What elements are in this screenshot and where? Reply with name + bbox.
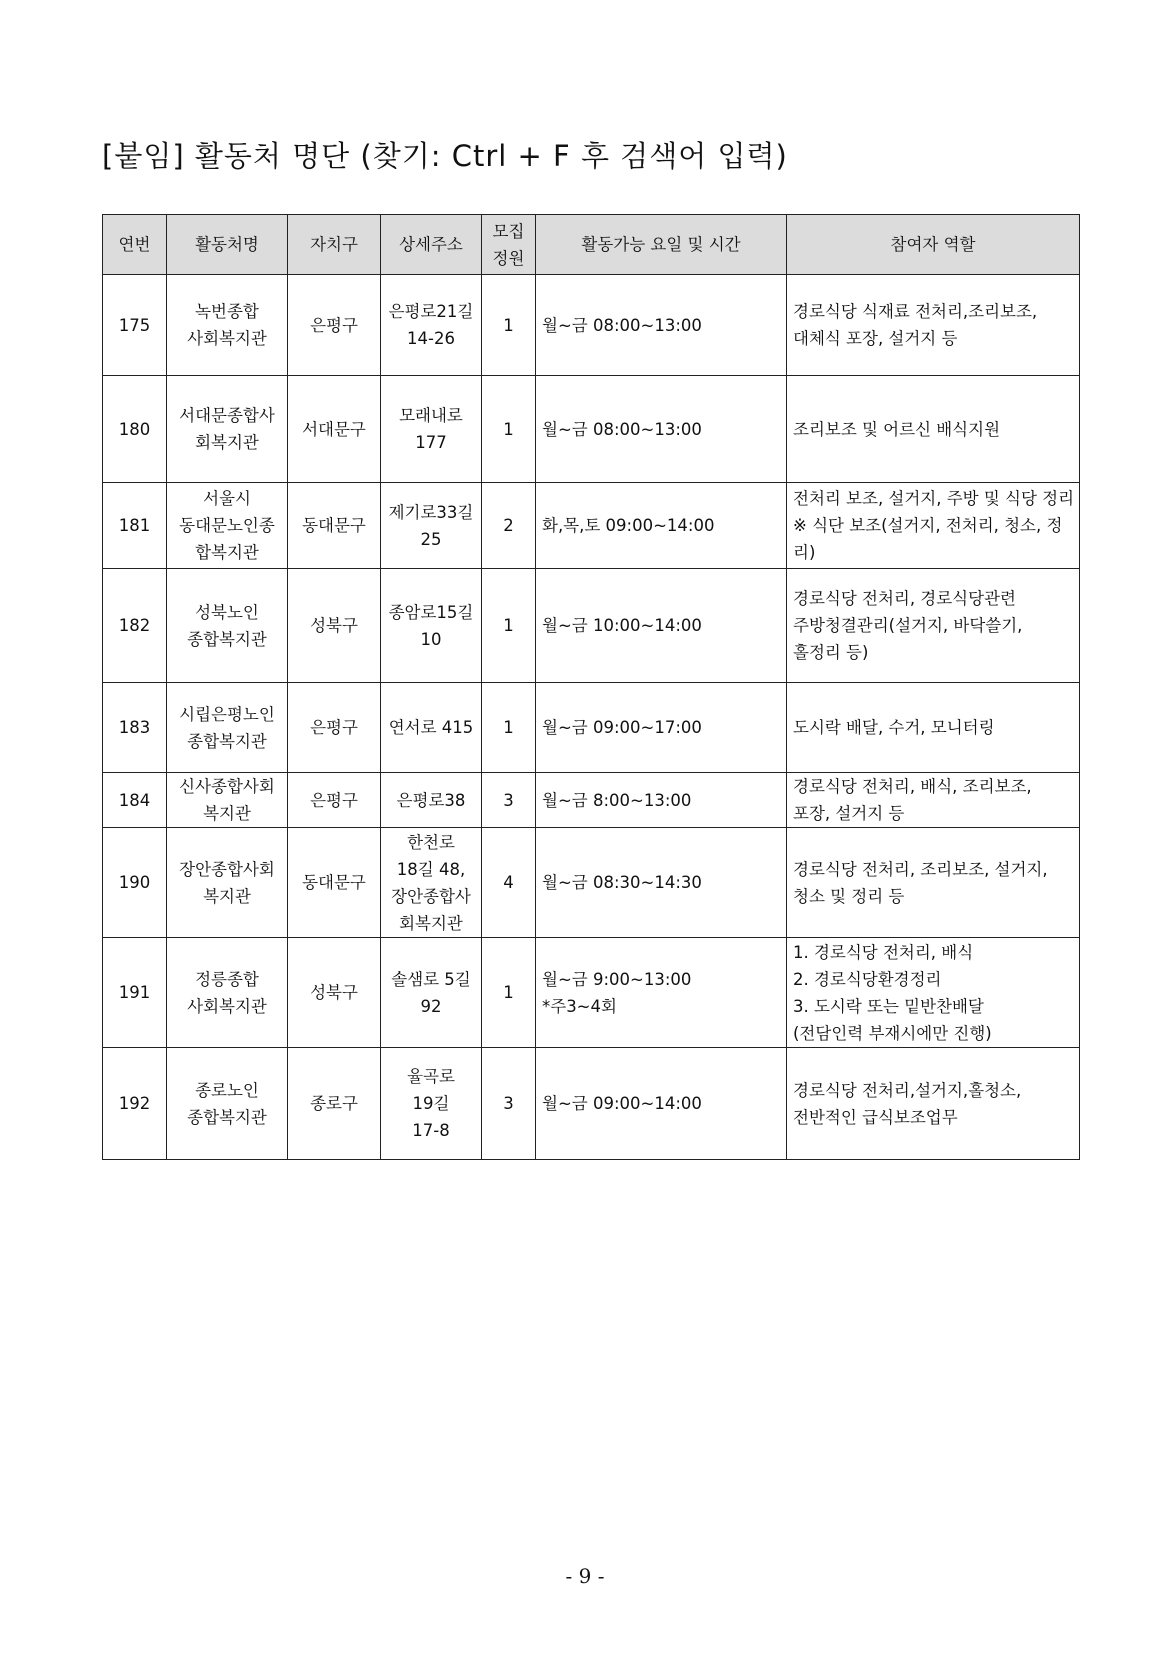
cell-role: 조리보조 및 어르신 배식지원	[787, 376, 1080, 483]
table-row	[103, 483, 1080, 569]
cell-district: 성북구	[288, 938, 381, 1048]
table-row	[103, 1048, 1080, 1160]
table-row	[103, 376, 1080, 483]
cell-quota: 1	[482, 376, 536, 483]
cell-number: 180	[103, 376, 167, 483]
cell-site-name: 녹번종합 사회복지관	[167, 275, 288, 376]
cell-available-time: 월~금 08:00~13:00	[536, 275, 787, 376]
cell-district: 성북구	[288, 569, 381, 683]
cell-number: 182	[103, 569, 167, 683]
cell-district: 종로구	[288, 1048, 381, 1160]
cell-available-time: 월~금 08:30~14:30	[536, 828, 787, 938]
cell-address: 모래내로 177	[381, 376, 482, 483]
table-row	[103, 683, 1080, 773]
cell-site-name: 정릉종합 사회복지관	[167, 938, 288, 1048]
cell-district: 동대문구	[288, 828, 381, 938]
cell-role: 경로식당 식재료 전처리,조리보조, 대체식 포장, 설거지 등	[787, 275, 1080, 376]
cell-quota: 4	[482, 828, 536, 938]
cell-quota: 3	[482, 773, 536, 828]
cell-site-name: 성북노인 종합복지관	[167, 569, 288, 683]
cell-quota: 2	[482, 483, 536, 569]
activity-site-table	[102, 214, 1080, 1160]
cell-district: 은평구	[288, 275, 381, 376]
page-title: [붙임] 활동처 명단 (찾기: Ctrl + F 후 검색어 입력)	[102, 139, 788, 173]
cell-role: 경로식당 전처리, 배식, 조리보조, 포장, 설거지 등	[787, 773, 1080, 828]
cell-number: 190	[103, 828, 167, 938]
cell-role: 1. 경로식당 전처리, 배식 2. 경로식당환경정리 3. 도시락 또는 밑반찬배달 (전담인력 부재시에만 진행)	[787, 938, 1080, 1048]
cell-quota: 1	[482, 569, 536, 683]
cell-district: 서대문구	[288, 376, 381, 483]
cell-quota: 1	[482, 683, 536, 773]
cell-available-time: 월~금 8:00~13:00	[536, 773, 787, 828]
cell-number: 191	[103, 938, 167, 1048]
cell-address: 솔샘로 5길 92	[381, 938, 482, 1048]
header-available-time: 활동가능 요일 및 시간	[536, 215, 787, 275]
cell-address: 제기로33길 25	[381, 483, 482, 569]
table-row	[103, 773, 1080, 828]
cell-address: 율곡로 19길 17-8	[381, 1048, 482, 1160]
header-site-name: 활동처명	[167, 215, 288, 275]
cell-quota: 1	[482, 938, 536, 1048]
cell-address: 종암로15길 10	[381, 569, 482, 683]
cell-site-name: 시립은평노인 종합복지관	[167, 683, 288, 773]
table-row	[103, 828, 1080, 938]
cell-district: 동대문구	[288, 483, 381, 569]
header-quota: 모집 정원	[482, 215, 536, 275]
cell-district: 은평구	[288, 683, 381, 773]
cell-available-time: 화,목,토 09:00~14:00	[536, 483, 787, 569]
cell-role: 경로식당 전처리, 조리보조, 설거지, 청소 및 정리 등	[787, 828, 1080, 938]
cell-role: 전처리 보조, 설거지, 주방 및 식당 정리 ※ 식단 보조(설거지, 전처리, 청소, 정리)	[787, 483, 1080, 569]
cell-site-name: 신사종합사회 복지관	[167, 773, 288, 828]
cell-available-time: 월~금 08:00~13:00	[536, 376, 787, 483]
cell-address: 연서로 415	[381, 683, 482, 773]
cell-number: 175	[103, 275, 167, 376]
table-row	[103, 938, 1080, 1048]
header-number: 연번	[103, 215, 167, 275]
cell-role: 경로식당 전처리,설거지,홀청소, 전반적인 급식보조업무	[787, 1048, 1080, 1160]
cell-number: 183	[103, 683, 167, 773]
cell-quota: 1	[482, 275, 536, 376]
table-row	[103, 569, 1080, 683]
table-row	[103, 275, 1080, 376]
cell-address: 한천로 18길 48, 장안종합사 회복지관	[381, 828, 482, 938]
cell-available-time: 월~금 10:00~14:00	[536, 569, 787, 683]
header-address: 상세주소	[381, 215, 482, 275]
page-number: - 9 -	[565, 1564, 605, 1588]
cell-site-name: 종로노인 종합복지관	[167, 1048, 288, 1160]
cell-role: 경로식당 전처리, 경로식당관련 주방청결관리(설거지, 바닥쓸기, 홀정리 등)	[787, 569, 1080, 683]
table-header-row	[103, 215, 1080, 275]
cell-number: 184	[103, 773, 167, 828]
cell-quota: 3	[482, 1048, 536, 1160]
cell-address: 은평로21길 14-26	[381, 275, 482, 376]
header-role: 참여자 역할	[787, 215, 1080, 275]
cell-number: 181	[103, 483, 167, 569]
cell-available-time: 월~금 09:00~14:00	[536, 1048, 787, 1160]
cell-number: 192	[103, 1048, 167, 1160]
header-district: 자치구	[288, 215, 381, 275]
cell-available-time: 월~금 09:00~17:00	[536, 683, 787, 773]
cell-site-name: 서대문종합사 회복지관	[167, 376, 288, 483]
cell-available-time: 월~금 9:00~13:00 *주3~4회	[536, 938, 787, 1048]
cell-district: 은평구	[288, 773, 381, 828]
cell-address: 은평로38	[381, 773, 482, 828]
cell-role: 도시락 배달, 수거, 모니터링	[787, 683, 1080, 773]
cell-site-name: 장안종합사회 복지관	[167, 828, 288, 938]
cell-site-name: 서울시 동대문노인종 합복지관	[167, 483, 288, 569]
